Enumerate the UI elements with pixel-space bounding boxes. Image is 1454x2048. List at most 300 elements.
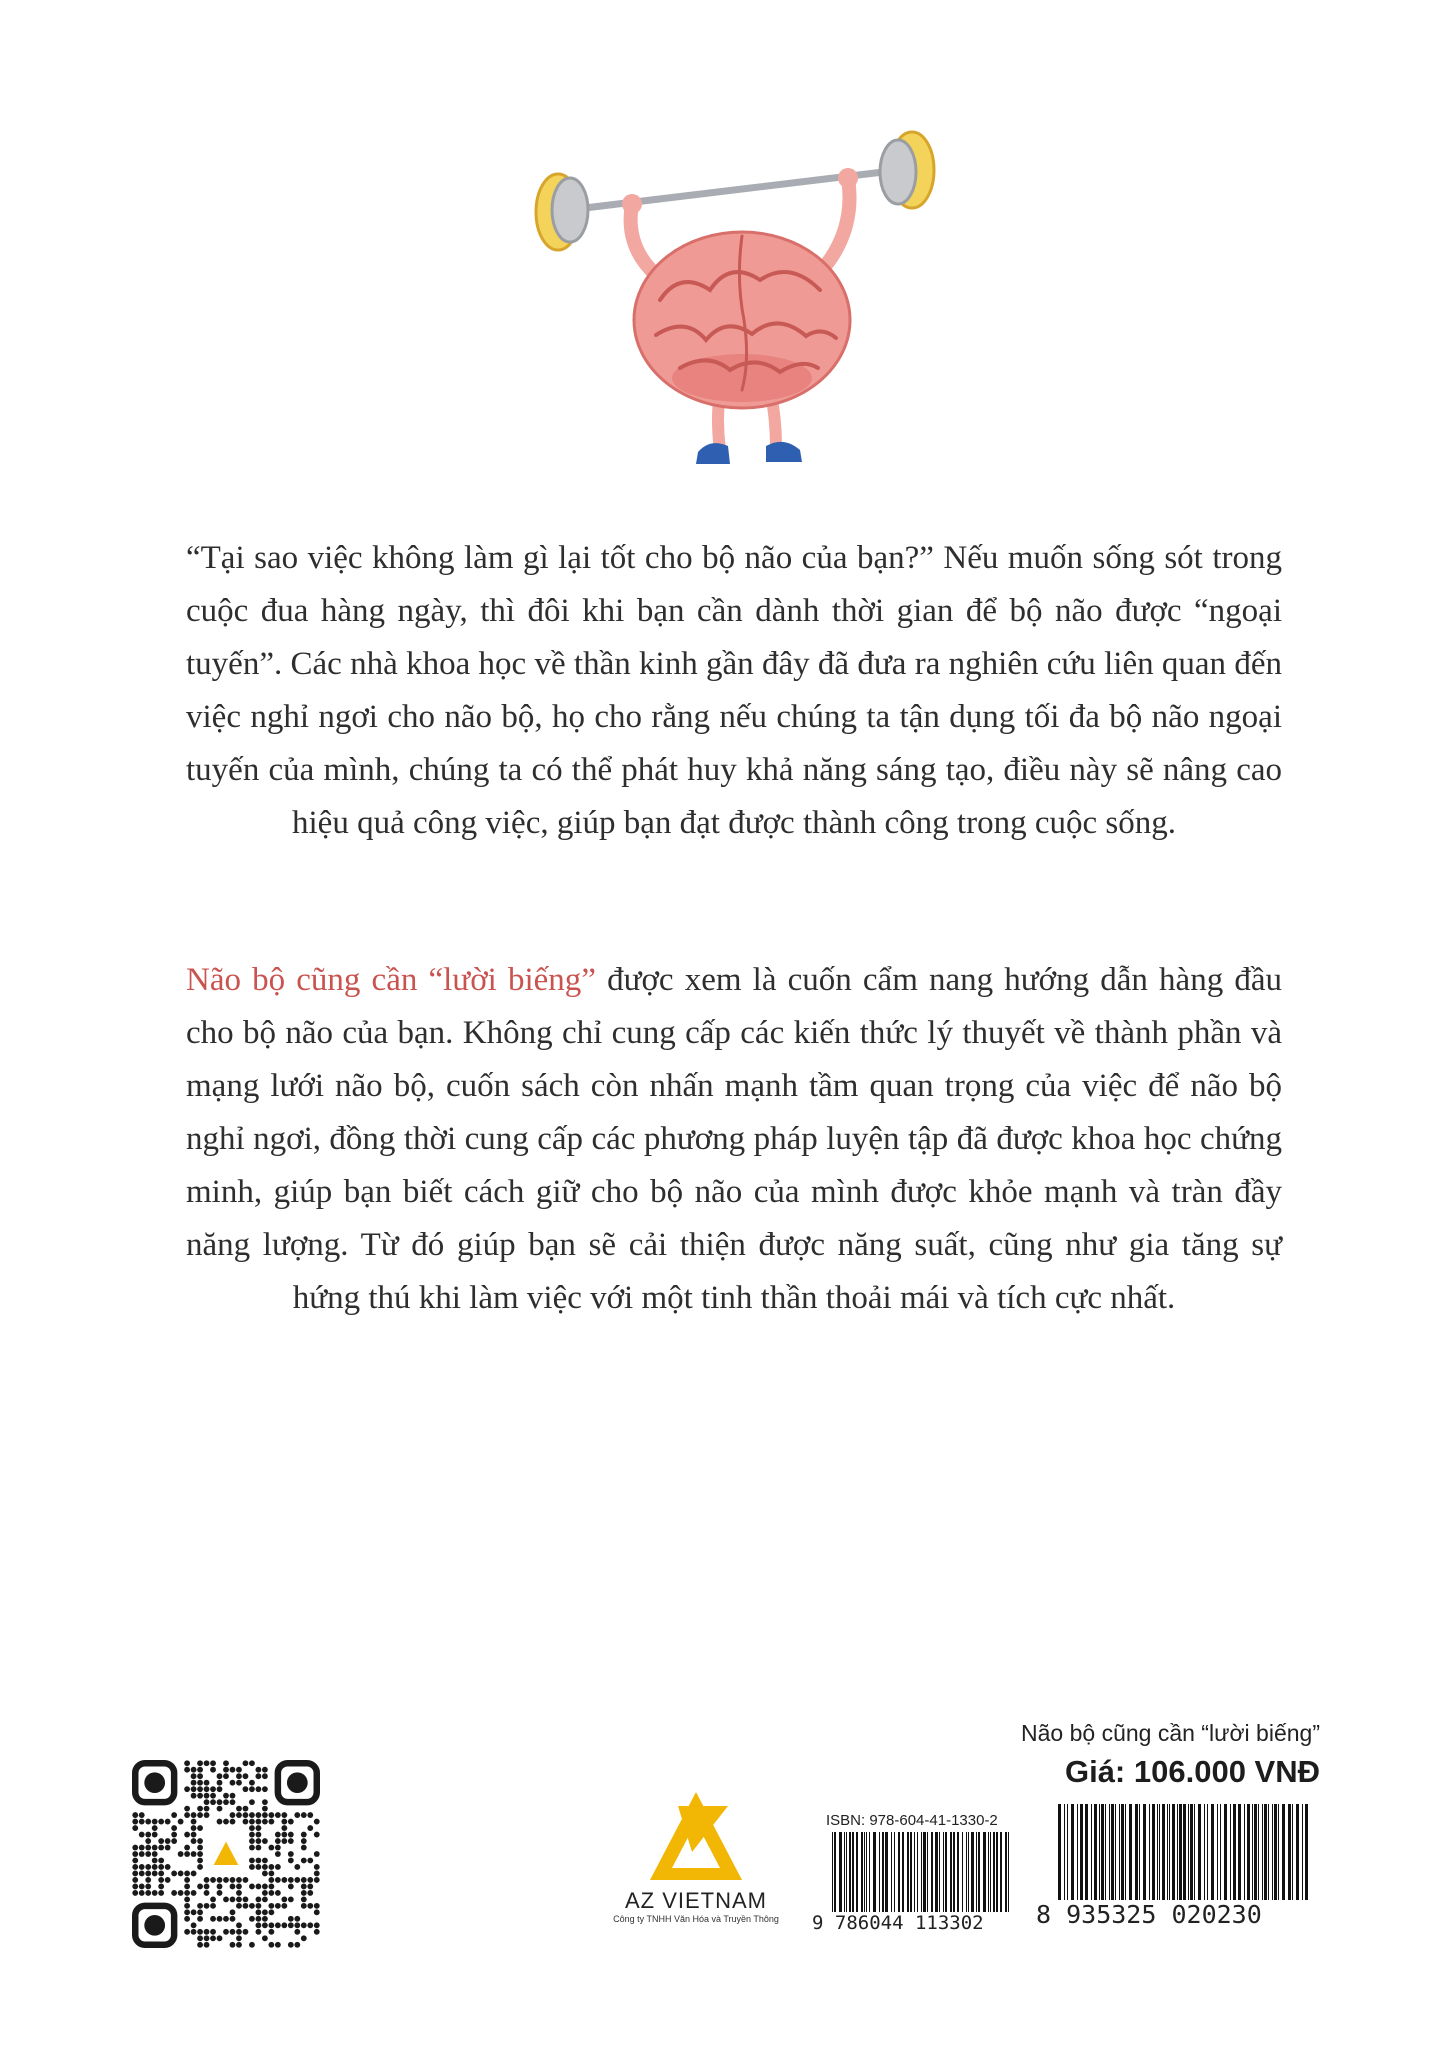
qr-module	[139, 1890, 145, 1896]
qr-module	[210, 1916, 216, 1922]
qr-module	[255, 1845, 261, 1851]
qr-module	[171, 1871, 177, 1877]
qr-module	[132, 1851, 138, 1857]
qr-module	[314, 1922, 320, 1928]
qr-module	[158, 1883, 164, 1889]
qr-module	[217, 1935, 223, 1941]
qr-module	[184, 1929, 190, 1935]
qr-module	[184, 1903, 190, 1909]
qr-module	[301, 1845, 307, 1851]
qr-module	[243, 1877, 249, 1883]
barcode-bar	[966, 1832, 967, 1912]
qr-module	[249, 1786, 255, 1792]
qr-module	[288, 1819, 294, 1825]
qr-module	[249, 1825, 255, 1831]
qr-module	[275, 1832, 281, 1838]
qr-module	[197, 1825, 203, 1831]
qr-module	[152, 1819, 158, 1825]
qr-module	[249, 1942, 255, 1948]
qr-module	[262, 1799, 268, 1805]
barcode-bar	[1252, 1804, 1253, 1900]
qr-module	[314, 1877, 320, 1883]
qr-module	[217, 1773, 223, 1779]
barcode-bar	[983, 1832, 986, 1912]
qr-module	[255, 1812, 261, 1818]
qr-module	[230, 1883, 236, 1889]
qr-module	[249, 1819, 255, 1825]
barcode-bar	[1000, 1832, 1002, 1912]
price: Giá: 106.000 VNĐ	[1064, 1754, 1320, 1789]
qr-module	[158, 1838, 164, 1844]
qr-module	[165, 1838, 171, 1844]
qr-module	[139, 1819, 145, 1825]
qr-module	[197, 1793, 203, 1799]
qr-module	[217, 1916, 223, 1922]
qr-module	[294, 1877, 300, 1883]
qr-module	[191, 1929, 197, 1935]
qr-module	[204, 1760, 210, 1766]
qr-module	[307, 1890, 313, 1896]
qr-module	[184, 1760, 190, 1766]
qr-module	[268, 1845, 274, 1851]
qr-module	[230, 1916, 236, 1922]
qr-module	[262, 1916, 268, 1922]
qr-module	[184, 1812, 190, 1818]
barcode-bar	[852, 1832, 854, 1912]
qr-code[interactable]	[132, 1760, 320, 1948]
barcode-bar	[935, 1832, 938, 1912]
qr-module	[210, 1929, 216, 1935]
qr-module	[165, 1864, 171, 1870]
qr-module	[255, 1883, 261, 1889]
qr-module	[255, 1819, 261, 1825]
qr-module	[230, 1799, 236, 1805]
barcode-bar	[921, 1832, 922, 1912]
qr-module	[197, 1851, 203, 1857]
barcode-bar	[891, 1832, 892, 1912]
barcode-bar	[1085, 1804, 1088, 1900]
qr-module	[288, 1877, 294, 1883]
barcode-bar	[873, 1832, 876, 1912]
qr-module	[268, 1929, 274, 1935]
isbn-barcode	[832, 1832, 1012, 1912]
qr-module	[152, 1864, 158, 1870]
qr-module	[191, 1890, 197, 1896]
qr-module	[243, 1819, 249, 1825]
qr-module	[210, 1896, 216, 1902]
barcode-bar	[1230, 1804, 1231, 1900]
qr-module	[301, 1883, 307, 1889]
barcode-bar	[839, 1832, 842, 1912]
qr-module	[262, 1773, 268, 1779]
barcode-bar	[1190, 1804, 1193, 1900]
qr-module	[275, 1812, 281, 1818]
qr-module	[223, 1799, 229, 1805]
barcode-bar	[1159, 1804, 1160, 1900]
qr-module	[268, 1864, 274, 1870]
qr-module	[191, 1909, 197, 1915]
qr-module	[158, 1858, 164, 1864]
qr-module	[262, 1838, 268, 1844]
qr-module	[249, 1799, 255, 1805]
qr-module	[301, 1935, 307, 1941]
qr-module	[236, 1890, 242, 1896]
qr-module	[275, 1845, 281, 1851]
barcode-bar	[1058, 1804, 1061, 1900]
qr-module	[152, 1825, 158, 1831]
qr-module	[307, 1883, 313, 1889]
qr-module	[139, 1832, 145, 1838]
qr-module	[171, 1812, 177, 1818]
barcode-bar	[996, 1832, 998, 1912]
qr-module	[197, 1916, 203, 1922]
barcode-bar	[898, 1832, 900, 1912]
barcode-bar	[1220, 1804, 1221, 1900]
qr-module	[223, 1929, 229, 1935]
qr-module	[249, 1832, 255, 1838]
qr-module	[288, 1832, 294, 1838]
qr-module	[158, 1864, 164, 1870]
qr-module	[210, 1799, 216, 1805]
qr-module	[132, 1825, 138, 1831]
barcode-bar	[971, 1832, 974, 1912]
qr-module	[152, 1871, 158, 1877]
qr-module	[158, 1845, 164, 1851]
blurb-paragraph-1	[186, 532, 1282, 850]
qr-module	[262, 1806, 268, 1812]
qr-module	[197, 1942, 203, 1948]
qr-module	[249, 1864, 255, 1870]
qr-module	[217, 1890, 223, 1896]
qr-module	[262, 1896, 268, 1902]
qr-module	[223, 1793, 229, 1799]
qr-module	[145, 1845, 151, 1851]
qr-module	[217, 1799, 223, 1805]
blurb-paragraph-1-text: “Tại sao việc không làm gì lại tốt cho bộ não của bạn?” Nếu muốn sống sót trong cuộc đua hàng ngày, thì đôi khi bạn cần dành thời gian để bộ não được “ngoại tuyến”. Các nhà khoa học về thần kinh gần đây đã đưa ra nghiên cứu liên quan đến việc nghỉ ngơi cho não bộ, họ cho rằng nếu chúng ta tận dụng tối đa bộ não ngoại tuyến của mình, chúng ta có thể phát huy khả năng sáng tạo, điều này sẽ nâng cao hiệu quả công việc, giúp bạn đạt được thành công trong cuộc sống.	[186, 540, 1282, 841]
barcode-bar	[1008, 1832, 1009, 1912]
qr-module	[288, 1916, 294, 1922]
barcode-bar	[1233, 1804, 1236, 1900]
barcode-bar	[869, 1832, 870, 1912]
qr-module	[243, 1896, 249, 1902]
barcode-bar	[1274, 1804, 1277, 1900]
qr-module	[132, 1890, 138, 1896]
qr-module	[262, 1890, 268, 1896]
qr-module	[268, 1871, 274, 1877]
qr-module	[236, 1896, 242, 1902]
barcode-bar	[1179, 1804, 1182, 1900]
qr-module	[249, 1883, 255, 1889]
qr-module	[262, 1767, 268, 1773]
qr-module	[197, 1786, 203, 1792]
qr-module	[204, 1780, 210, 1786]
qr-module	[171, 1890, 177, 1896]
qr-module	[204, 1786, 210, 1792]
qr-module	[255, 1916, 261, 1922]
qr-module	[132, 1864, 138, 1870]
qr-module	[243, 1812, 249, 1818]
qr-module	[281, 1812, 287, 1818]
publisher-logo	[596, 1792, 796, 1932]
barcode-bar	[902, 1832, 904, 1912]
barcode-bar	[1157, 1804, 1158, 1900]
qr-module	[301, 1812, 307, 1818]
qr-module	[139, 1883, 145, 1889]
qr-module	[255, 1858, 261, 1864]
barcode-bar	[1167, 1804, 1168, 1900]
qr-module	[191, 1812, 197, 1818]
barcode-bar	[957, 1832, 959, 1912]
qr-module	[243, 1903, 249, 1909]
qr-module	[184, 1883, 190, 1889]
qr-module	[204, 1903, 210, 1909]
qr-module	[249, 1916, 255, 1922]
qr-module	[275, 1942, 281, 1948]
qr-module	[191, 1871, 197, 1877]
qr-module	[191, 1819, 197, 1825]
barcode-bar	[1091, 1804, 1092, 1900]
qr-module	[223, 1767, 229, 1773]
barcode-bar	[1077, 1804, 1078, 1900]
qr-module	[204, 1890, 210, 1896]
barcode-bar	[1207, 1804, 1208, 1900]
qr-module	[197, 1935, 203, 1941]
qr-module	[210, 1935, 216, 1941]
barcode-bar	[1302, 1804, 1303, 1900]
qr-module	[281, 1819, 287, 1825]
qr-module	[152, 1858, 158, 1864]
qr-module	[236, 1922, 242, 1928]
qr-module	[197, 1760, 203, 1766]
qr-module	[171, 1825, 177, 1831]
qr-module	[152, 1845, 158, 1851]
isbn-digits: 9 786044 113302	[812, 1912, 984, 1934]
barcode-bar	[1129, 1804, 1132, 1900]
qr-module	[236, 1812, 242, 1818]
qr-module	[243, 1773, 249, 1779]
qr-module	[249, 1760, 255, 1766]
qr-module	[249, 1903, 255, 1909]
qr-module	[314, 1864, 320, 1870]
qr-module	[223, 1760, 229, 1766]
qr-module	[184, 1845, 190, 1851]
barcode-bar	[1143, 1804, 1146, 1900]
barcode-bar	[1121, 1804, 1124, 1900]
qr-module	[262, 1858, 268, 1864]
qr-module	[262, 1909, 268, 1915]
qr-module	[314, 1929, 320, 1935]
qr-module	[145, 1890, 151, 1896]
qr-module	[197, 1767, 203, 1773]
qr-module	[197, 1858, 203, 1864]
qr-module	[275, 1838, 281, 1844]
qr-module	[145, 1851, 151, 1857]
qr-module	[230, 1942, 236, 1948]
qr-module	[236, 1780, 242, 1786]
az-vietnam-logo-icon	[596, 1792, 796, 1884]
barcode-bar	[864, 1832, 865, 1912]
qr-module	[197, 1929, 203, 1935]
qr-module	[268, 1922, 274, 1928]
barcode-bar	[1067, 1804, 1068, 1900]
qr-module	[184, 1767, 190, 1773]
qr-module	[152, 1890, 158, 1896]
qr-module	[197, 1773, 203, 1779]
qr-module	[243, 1786, 249, 1792]
qr-module	[165, 1819, 171, 1825]
barcode-bar	[993, 1832, 995, 1912]
blurb-paragraph-2	[186, 954, 1282, 1325]
qr-module	[230, 1819, 236, 1825]
barcode-bar	[1125, 1804, 1126, 1900]
barcode-bar	[844, 1832, 845, 1912]
qr-module	[132, 1819, 138, 1825]
qr-module	[314, 1909, 320, 1915]
barcode-bar	[1305, 1804, 1308, 1900]
qr-module	[236, 1806, 242, 1812]
qr-module	[204, 1929, 210, 1935]
qr-module	[145, 1838, 151, 1844]
qr-module	[301, 1877, 307, 1883]
qr-module	[294, 1942, 300, 1948]
qr-module	[197, 1845, 203, 1851]
qr-module	[145, 1883, 151, 1889]
qr-module	[268, 1903, 274, 1909]
qr-module	[294, 1922, 300, 1928]
barcode-bar	[1080, 1804, 1083, 1900]
qr-module	[262, 1922, 268, 1928]
barcode-bar	[1244, 1804, 1245, 1900]
qr-module	[236, 1935, 242, 1941]
barcode-bar	[849, 1832, 851, 1912]
qr-module	[236, 1929, 242, 1935]
qr-module	[217, 1883, 223, 1889]
qr-module	[171, 1838, 177, 1844]
qr-module	[184, 1871, 190, 1877]
qr-module	[255, 1838, 261, 1844]
qr-module	[281, 1896, 287, 1902]
qr-module	[230, 1780, 236, 1786]
barcode-bar	[894, 1832, 895, 1912]
qr-module	[223, 1877, 229, 1883]
barcode-bar	[939, 1832, 940, 1912]
isbn-label: ISBN: 978-604-41-1330-2	[826, 1812, 998, 1829]
qr-module	[262, 1883, 268, 1889]
qr-module	[197, 1883, 203, 1889]
qr-module	[191, 1793, 197, 1799]
qr-module	[236, 1767, 242, 1773]
qr-module	[249, 1845, 255, 1851]
qr-module	[139, 1864, 145, 1870]
qr-module	[236, 1883, 242, 1889]
qr-module	[204, 1942, 210, 1948]
qr-module	[307, 1825, 313, 1831]
qr-module	[197, 1806, 203, 1812]
qr-module	[230, 1793, 236, 1799]
qr-module	[275, 1922, 281, 1928]
qr-module	[191, 1922, 197, 1928]
qr-module	[210, 1877, 216, 1883]
qr-module	[281, 1877, 287, 1883]
qr-module	[158, 1819, 164, 1825]
qr-module	[255, 1864, 261, 1870]
qr-module	[301, 1838, 307, 1844]
barcode-bar	[866, 1832, 867, 1912]
qr-module	[268, 1877, 274, 1883]
barcode-bar	[1183, 1804, 1186, 1900]
qr-module	[145, 1819, 151, 1825]
qr-module	[307, 1922, 313, 1928]
qr-module	[301, 1832, 307, 1838]
qr-module	[145, 1864, 151, 1870]
qr-module	[204, 1812, 210, 1818]
qr-module	[217, 1780, 223, 1786]
qr-module	[243, 1760, 249, 1766]
qr-module	[249, 1812, 255, 1818]
qr-module	[184, 1896, 190, 1902]
qr-module	[152, 1851, 158, 1857]
barcode-bar	[1211, 1804, 1214, 1900]
qr-module	[288, 1922, 294, 1928]
qr-module	[145, 1871, 151, 1877]
qr-module	[230, 1909, 236, 1915]
qr-module	[301, 1896, 307, 1902]
qr-module	[139, 1812, 145, 1818]
qr-module	[294, 1929, 300, 1935]
qr-module	[268, 1942, 274, 1948]
qr-module	[294, 1864, 300, 1870]
qr-module	[191, 1838, 197, 1844]
qr-module	[307, 1858, 313, 1864]
barcode-bar	[1296, 1804, 1299, 1900]
qr-module	[204, 1935, 210, 1941]
qr-module	[210, 1903, 216, 1909]
barcode-bar	[1282, 1804, 1285, 1900]
qr-module	[255, 1786, 261, 1792]
barcode-bar	[917, 1832, 918, 1912]
qr-module	[281, 1832, 287, 1838]
barcode-bar	[1152, 1804, 1155, 1900]
qr-module	[139, 1871, 145, 1877]
barcode-bar	[968, 1832, 969, 1912]
qr-module	[132, 1883, 138, 1889]
book-title-highlight: Não bộ cũng cần “lười biếng”	[186, 962, 596, 998]
price-book-title: Não bộ cũng cần “lười biếng”	[1021, 1720, 1320, 1746]
barcode-bar	[962, 1832, 963, 1912]
barcode-bar	[1224, 1804, 1227, 1900]
qr-module	[184, 1890, 190, 1896]
barcode-bar	[1105, 1804, 1106, 1900]
qr-module	[217, 1806, 223, 1812]
publisher-company: Công ty TNHH Văn Hóa và Truyền Thông	[613, 1914, 779, 1924]
ean-digits: 8 935325 020230	[1036, 1900, 1262, 1929]
barcode-bar	[879, 1832, 880, 1912]
barcode-bar	[943, 1832, 944, 1912]
qr-module	[294, 1916, 300, 1922]
qr-module	[145, 1832, 151, 1838]
qr-module	[275, 1864, 281, 1870]
qr-module	[255, 1767, 261, 1773]
barcode-bar	[953, 1832, 955, 1912]
barcode-bar	[1139, 1804, 1140, 1900]
qr-module	[158, 1871, 164, 1877]
qr-module	[262, 1864, 268, 1870]
qr-module	[255, 1929, 261, 1935]
qr-module	[171, 1832, 177, 1838]
qr-module	[132, 1877, 138, 1883]
qr-module	[314, 1851, 320, 1857]
barcode-bar	[1238, 1804, 1241, 1900]
